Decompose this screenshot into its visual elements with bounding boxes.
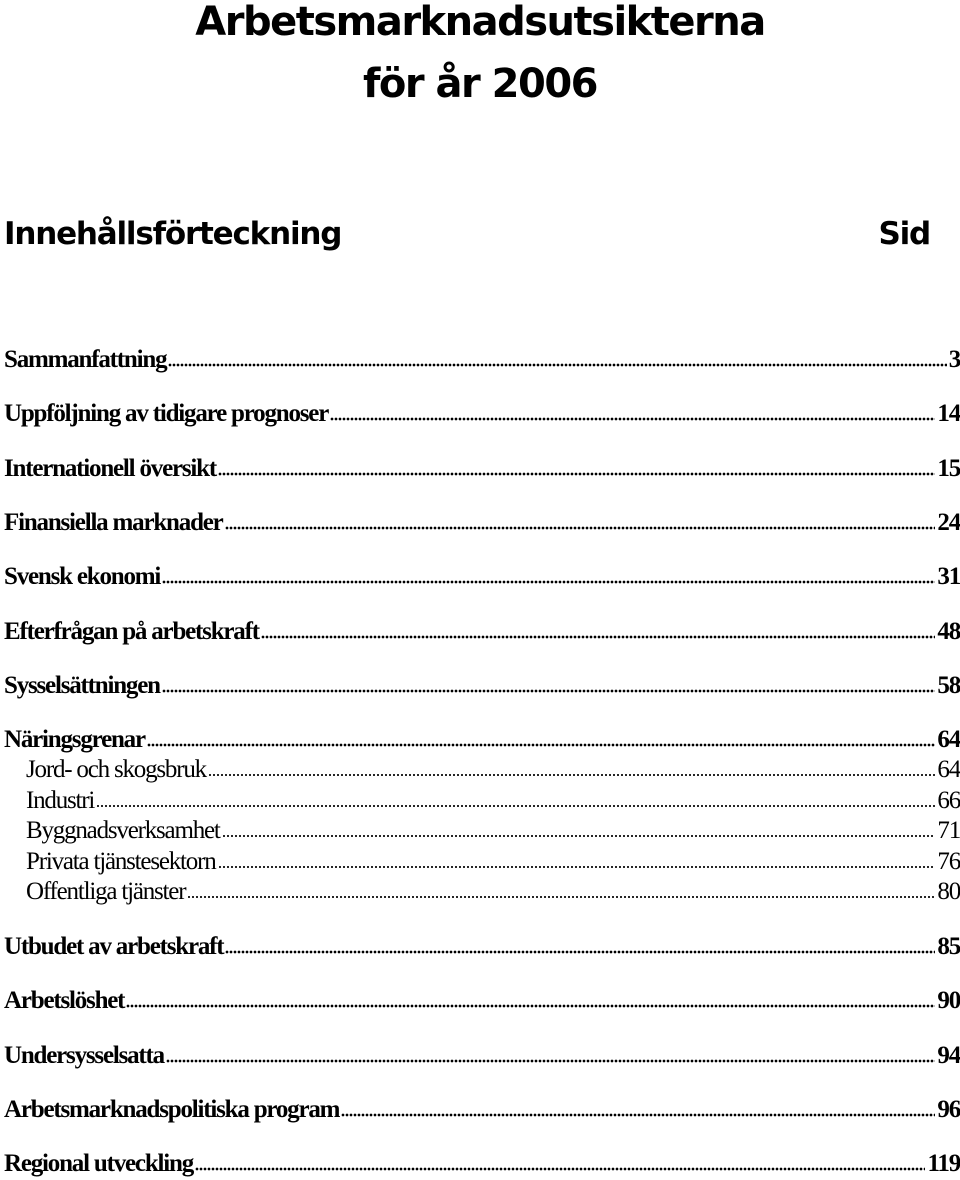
toc-entry-label: Byggnadsverksamhet: [26, 817, 220, 844]
dot-leader: [168, 363, 946, 367]
toc-entry-label: Efterfrågan på arbetskraft: [4, 618, 259, 645]
toc-entry-label: Regional utveckling: [4, 1150, 194, 1177]
dot-leader: [225, 526, 936, 530]
toc-entry-label: Sysselsättningen: [4, 672, 160, 699]
toc-entry-page: 31: [937, 563, 960, 590]
toc-entry-label: Arbetsmarknadspolitiska program: [4, 1096, 340, 1123]
toc-entry-label: Industri: [26, 787, 95, 814]
toc-entry[interactable]: [4, 1038, 960, 1068]
toc-entry-page: 66: [937, 787, 960, 814]
dot-leader: [187, 895, 935, 899]
dot-leader: [96, 804, 935, 808]
toc-entry[interactable]: [4, 614, 960, 644]
toc-entry-label: Internationell översikt: [4, 455, 216, 482]
toc-entry-label: Finansiella marknader: [4, 509, 223, 536]
toc-page-heading: Sid: [878, 216, 930, 252]
toc-header: [4, 216, 930, 260]
dot-leader: [222, 834, 936, 838]
toc-entry[interactable]: [4, 1146, 960, 1176]
toc-entry-page: 71: [937, 817, 960, 844]
toc-entry-page: 76: [937, 848, 960, 875]
dot-leader: [162, 580, 935, 584]
toc-entry[interactable]: [4, 342, 960, 372]
toc-subentry[interactable]: [26, 813, 960, 843]
toc-entry-page: 119: [927, 1150, 960, 1177]
toc-subentry[interactable]: [26, 844, 960, 874]
toc-entry[interactable]: [4, 722, 960, 752]
toc-entry-page: 3: [948, 346, 960, 373]
toc-entry-label: Offentliga tjänster: [26, 878, 186, 905]
dot-leader: [261, 635, 936, 639]
toc-entry[interactable]: [4, 668, 960, 698]
toc-entry-label: Uppföljning av tidigare prognoser: [4, 400, 329, 427]
toc-entry-label: Näringsgrenar: [4, 726, 145, 753]
dot-leader: [218, 472, 935, 476]
toc-entry-page: 94: [937, 1042, 960, 1069]
toc-entry[interactable]: [4, 983, 960, 1013]
toc-entry-page: 80: [937, 878, 960, 905]
toc-entry-page: 14: [937, 400, 960, 427]
toc-entry-label: Arbetslöshet: [4, 987, 125, 1014]
dot-leader: [330, 417, 935, 421]
document-title-line-1: Arbetsmarknadsutsikterna: [195, 0, 765, 45]
dot-leader: [225, 950, 935, 954]
toc-entry-page: 24: [937, 509, 960, 536]
toc-entry-page: 15: [937, 455, 960, 482]
toc-entry[interactable]: [4, 505, 960, 535]
toc-entry-label: Svensk ekonomi: [4, 563, 161, 590]
toc-entry-page: 90: [937, 987, 960, 1014]
dot-leader: [208, 773, 935, 777]
toc-entry-label: Sammanfattning: [4, 346, 167, 373]
toc-subentry[interactable]: [26, 783, 960, 813]
toc-entry-label: Privata tjänstesektorn: [26, 848, 216, 875]
dot-leader: [126, 1004, 935, 1008]
dot-leader: [218, 865, 936, 869]
toc-entry[interactable]: [4, 451, 960, 481]
toc-entry-page: 85: [937, 933, 960, 960]
toc-entry-page: 64: [937, 756, 960, 783]
toc-entry[interactable]: [4, 396, 960, 426]
toc-entry-page: 58: [937, 672, 960, 699]
toc-entry[interactable]: [4, 929, 960, 959]
dot-leader: [162, 689, 936, 693]
document-title-line-2: för år 2006: [362, 61, 597, 107]
toc-entry-page: 48: [937, 618, 960, 645]
toc-subentry[interactable]: [26, 752, 960, 782]
toc-entry-label: Jord- och skogsbruk: [26, 756, 206, 783]
dot-leader: [166, 1059, 935, 1063]
toc-subentry[interactable]: [26, 874, 960, 904]
toc-entry[interactable]: [4, 559, 960, 589]
toc-entry-label: Utbudet av arbetskraft: [4, 933, 224, 960]
toc-entry-page: 96: [937, 1096, 960, 1123]
dot-leader: [341, 1113, 935, 1117]
toc-entry-page: 64: [937, 726, 960, 753]
toc-heading: Innehållsförteckning: [4, 216, 342, 252]
toc-entry[interactable]: [4, 1092, 960, 1122]
dot-leader: [195, 1167, 925, 1171]
dot-leader: [147, 743, 936, 747]
toc-entry-label: Undersysselsatta: [4, 1042, 164, 1069]
